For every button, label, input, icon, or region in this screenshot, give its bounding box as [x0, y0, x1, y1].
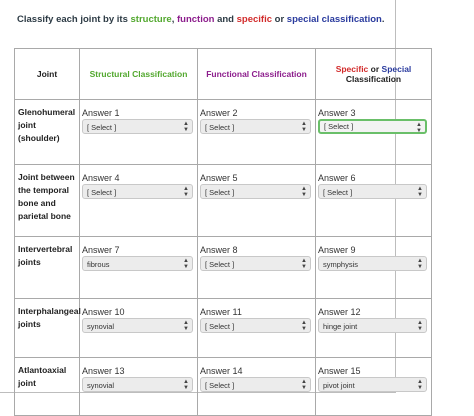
- arrow-up-icon: ▲: [183, 320, 189, 326]
- answer-cell: [80, 237, 198, 299]
- answer-label: Answer 5: [200, 173, 238, 183]
- dropdown-arrows-icon: [183, 379, 189, 391]
- answer-cell-inner: [316, 358, 431, 415]
- dropdown-arrows-icon: [417, 186, 423, 198]
- table-row: [15, 237, 432, 299]
- answer-label: Answer 1: [82, 108, 120, 118]
- dropdown-arrows-icon: [417, 379, 423, 391]
- instruction-and: and: [214, 14, 237, 25]
- arrow-down-icon: ▼: [417, 264, 423, 270]
- arrow-up-icon: ▲: [301, 379, 307, 385]
- answer-label: Answer 7: [82, 245, 120, 255]
- joint-name: Intervertebral joints: [15, 237, 80, 299]
- header-classification-word: Classification: [345, 74, 402, 84]
- table-row: [15, 299, 432, 358]
- arrow-down-icon: ▼: [183, 127, 189, 133]
- header-specific-special: [316, 49, 432, 100]
- answer-label: Answer 3: [318, 108, 356, 118]
- dropdown-value: [ Select ]: [323, 188, 353, 197]
- dropdown-arrows-icon: [301, 379, 307, 391]
- joint-name: Interphalangeal joints: [15, 299, 80, 358]
- table-row: [15, 100, 432, 165]
- instruction-comma: ,: [171, 14, 177, 25]
- table-row: [15, 358, 432, 416]
- answer-cell: [80, 165, 198, 237]
- arrow-down-icon: ▼: [183, 326, 189, 332]
- arrow-up-icon: ▲: [417, 186, 423, 192]
- dropdown-value: [ Select ]: [205, 322, 235, 331]
- dropdown-value: [ Select ]: [205, 381, 235, 390]
- header-special-word: Special: [381, 64, 412, 74]
- dropdown-value: hinge joint: [323, 322, 358, 331]
- answer-cell-inner: [316, 100, 431, 164]
- arrow-down-icon: ▼: [417, 192, 423, 198]
- arrow-up-icon: ▲: [301, 258, 307, 264]
- answer-dropdown[interactable]: [318, 318, 427, 333]
- answer-label: Answer 15: [318, 366, 361, 376]
- dropdown-arrows-icon: [301, 121, 307, 133]
- arrow-up-icon: ▲: [301, 320, 307, 326]
- answer-cell: [316, 165, 432, 237]
- header-structural: Structural Classification: [80, 49, 198, 100]
- arrow-up-icon: ▲: [301, 121, 307, 127]
- answer-dropdown[interactable]: [200, 318, 311, 333]
- answer-cell-inner: [80, 100, 197, 164]
- dropdown-arrows-icon: [301, 258, 307, 270]
- arrow-down-icon: ▼: [301, 264, 307, 270]
- arrow-down-icon: ▼: [417, 326, 423, 332]
- joint-name: Glenohumeral joint (shoulder): [15, 100, 80, 165]
- dropdown-arrows-icon: [301, 320, 307, 332]
- dropdown-arrows-icon: [183, 320, 189, 332]
- answer-cell-inner: [198, 165, 315, 236]
- arrow-down-icon: ▼: [183, 192, 189, 198]
- dropdown-value: fibrous: [87, 260, 110, 269]
- arrow-down-icon: ▼: [301, 127, 307, 133]
- instructions: [17, 14, 384, 25]
- answer-dropdown[interactable]: [200, 119, 311, 134]
- dropdown-value: [ Select ]: [205, 123, 235, 132]
- joint-name: Atlantoaxial joint: [15, 358, 80, 416]
- dropdown-value: [ Select ]: [205, 188, 235, 197]
- answer-dropdown[interactable]: [200, 377, 311, 392]
- answer-dropdown[interactable]: [318, 256, 427, 271]
- answer-dropdown[interactable]: [200, 256, 311, 271]
- answer-cell: [316, 358, 432, 416]
- answer-dropdown[interactable]: [82, 184, 193, 199]
- arrow-up-icon: ▲: [183, 258, 189, 264]
- arrow-down-icon: ▼: [183, 264, 189, 270]
- answer-dropdown[interactable]: [82, 318, 193, 333]
- answer-dropdown[interactable]: [318, 119, 427, 134]
- arrow-down-icon: ▼: [301, 385, 307, 391]
- header-joint: Joint: [15, 49, 80, 100]
- answer-label: Answer 12: [318, 307, 361, 317]
- answer-cell: [198, 299, 316, 358]
- answer-cell: [80, 358, 198, 416]
- arrow-down-icon: ▼: [417, 385, 423, 391]
- dropdown-value: [ Select ]: [205, 260, 235, 269]
- dropdown-arrows-icon: [183, 258, 189, 270]
- header-or-word: or: [368, 64, 382, 74]
- answer-dropdown[interactable]: [318, 184, 427, 199]
- answer-label: Answer 6: [318, 173, 356, 183]
- header-specific-word: Specific: [335, 64, 369, 74]
- answer-cell-inner: [316, 237, 431, 298]
- answer-cell-inner: [198, 299, 315, 357]
- answer-cell-inner: [316, 299, 431, 357]
- answer-dropdown[interactable]: [82, 377, 193, 392]
- joint-name: Joint between the temporal bone and parietal bone: [15, 165, 80, 237]
- answer-label: Answer 13: [82, 366, 125, 376]
- answer-cell: [80, 100, 198, 165]
- answer-cell: [198, 358, 316, 416]
- answer-cell-inner: [316, 165, 431, 236]
- dropdown-arrows-icon: [183, 121, 189, 133]
- dropdown-value: [ Select ]: [87, 188, 117, 197]
- answer-cell-inner: [198, 100, 315, 164]
- answer-cell: [316, 100, 432, 165]
- answer-cell: [316, 237, 432, 299]
- answer-cell: [80, 299, 198, 358]
- answer-cell-inner: [198, 358, 315, 415]
- header-functional: Functional Classification: [198, 49, 316, 100]
- arrow-down-icon: ▼: [183, 385, 189, 391]
- arrow-up-icon: ▲: [183, 186, 189, 192]
- answer-cell: [198, 237, 316, 299]
- answer-label: Answer 11: [200, 307, 242, 317]
- dropdown-arrows-icon: [301, 186, 307, 198]
- answer-label: Answer 4: [82, 173, 120, 183]
- dropdown-value: [ Select ]: [87, 123, 117, 132]
- answer-cell: [198, 165, 316, 237]
- arrow-up-icon: ▲: [416, 122, 422, 128]
- dropdown-value: [ Select ]: [324, 122, 354, 131]
- answer-cell: [198, 100, 316, 165]
- arrow-down-icon: ▼: [301, 326, 307, 332]
- arrow-up-icon: ▲: [183, 379, 189, 385]
- dropdown-arrows-icon: [183, 186, 189, 198]
- answer-label: Answer 10: [82, 307, 125, 317]
- table-row: [15, 165, 432, 237]
- dropdown-arrows-icon: [416, 122, 422, 134]
- dropdown-arrows-icon: [417, 258, 423, 270]
- answer-cell: [316, 299, 432, 358]
- table-header-row: [15, 49, 432, 100]
- answer-label: Answer 8: [200, 245, 238, 255]
- answer-dropdown[interactable]: [82, 256, 193, 271]
- dropdown-value: synovial: [87, 322, 115, 331]
- dropdown-arrows-icon: [417, 320, 423, 332]
- dropdown-value: pivot joint: [323, 381, 355, 390]
- arrow-up-icon: ▲: [417, 258, 423, 264]
- answer-dropdown[interactable]: [200, 184, 311, 199]
- instruction-special: special classification: [286, 14, 382, 25]
- answer-cell-inner: [80, 237, 197, 298]
- answer-cell-inner: [80, 299, 197, 357]
- answer-dropdown[interactable]: [82, 119, 193, 134]
- arrow-up-icon: ▲: [301, 186, 307, 192]
- arrow-down-icon: ▼: [416, 128, 422, 134]
- arrow-up-icon: ▲: [417, 379, 423, 385]
- arrow-up-icon: ▲: [183, 121, 189, 127]
- dropdown-value: synovial: [87, 381, 115, 390]
- instruction-end: .: [381, 14, 385, 25]
- answer-dropdown[interactable]: [318, 377, 427, 392]
- answer-label: Answer 2: [200, 108, 238, 118]
- answer-cell-inner: [80, 358, 197, 415]
- instruction-text: Classify each joint by its: [17, 14, 131, 25]
- answer-label: Answer 9: [318, 245, 356, 255]
- arrow-down-icon: ▼: [301, 192, 307, 198]
- classification-table: [14, 48, 432, 416]
- answer-cell-inner: [198, 237, 315, 298]
- instruction-specific: specific: [236, 14, 273, 25]
- instruction-or: or: [272, 14, 287, 25]
- instruction-function: function: [176, 14, 215, 25]
- dropdown-value: symphysis: [323, 260, 359, 269]
- arrow-up-icon: ▲: [417, 320, 423, 326]
- instruction-structure: structure: [130, 14, 172, 25]
- answer-cell-inner: [80, 165, 197, 236]
- answer-label: Answer 14: [200, 366, 243, 376]
